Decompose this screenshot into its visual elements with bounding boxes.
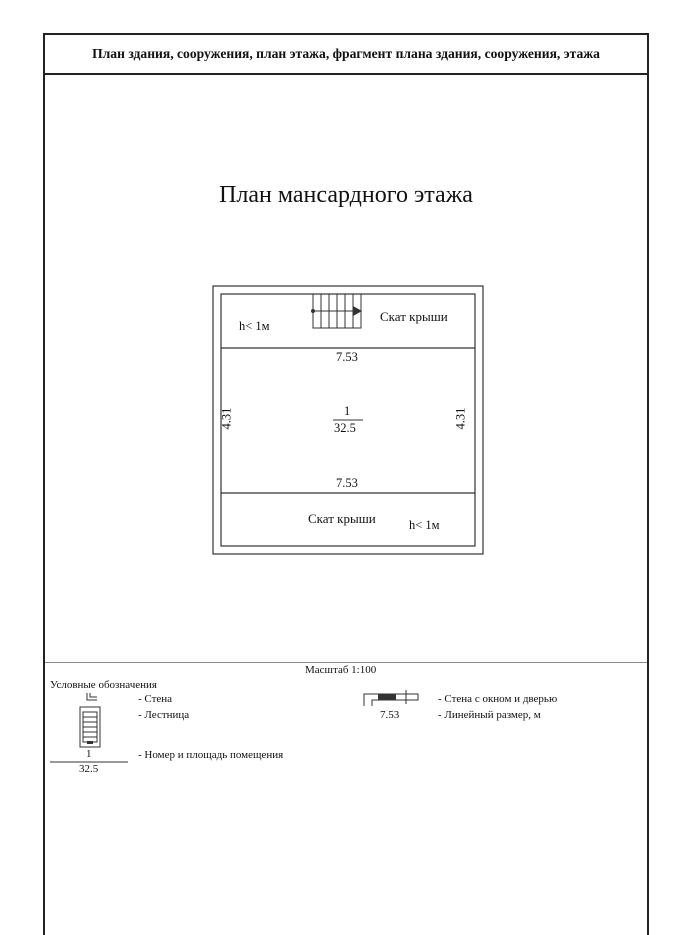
dimension-bottom: 7.53 — [336, 476, 358, 490]
top-height-note: h< 1м — [239, 319, 270, 333]
legend-linear-size: - Линейный размер, м — [438, 709, 541, 721]
room-area: 32.5 — [334, 421, 356, 435]
dimension-left: 4.31 — [219, 407, 234, 430]
scale-label: Масштаб 1:100 — [305, 664, 377, 676]
legend-wall-window-door: - Стена с окном и дверью — [438, 693, 558, 705]
stairs-symbol — [311, 294, 362, 328]
dimension-right: 4.31 — [453, 407, 468, 430]
top-roof-label: Скат крыши — [380, 309, 448, 324]
legend-linear-size-value: 7.53 — [380, 709, 400, 721]
legend-room-number: 1 — [86, 748, 92, 760]
plan-title: План мансардного этажа — [219, 182, 473, 208]
stairs-legend-icon — [80, 707, 100, 747]
document-header: План здания, сооружения, план этажа, фрагмент плана здания, сооружения, этажа — [45, 35, 647, 75]
dimension-top: 7.53 — [336, 350, 358, 364]
wall-window-door-legend-icon — [364, 690, 418, 706]
bottom-roof-label: Скат крыши — [308, 511, 376, 526]
legend-room-area: 32.5 — [79, 763, 99, 775]
legend-wall: - Стена — [138, 693, 173, 705]
legend-title: Условные обозначения — [50, 679, 157, 691]
bottom-height-note: h< 1м — [409, 518, 440, 532]
room-number: 1 — [344, 404, 351, 418]
legend-room: - Номер и площадь помещения — [138, 749, 284, 761]
wall-legend-icon — [87, 693, 97, 700]
legend-stairs: - Лестница — [138, 709, 190, 721]
